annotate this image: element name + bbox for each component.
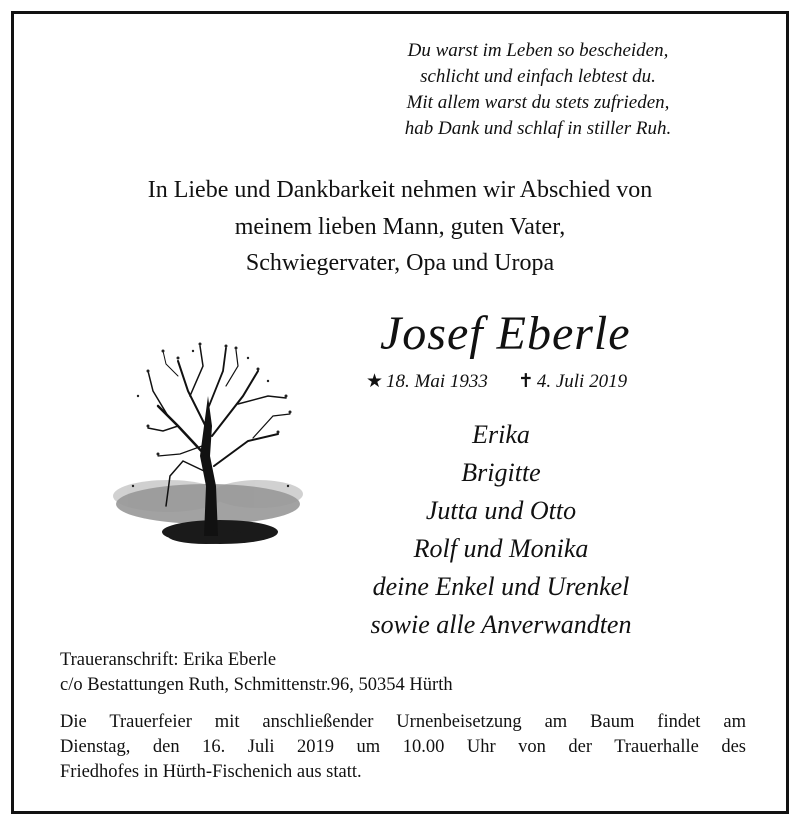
mourner: deine Enkel und Urenkel bbox=[372, 572, 630, 601]
farewell-line: Schwiegervater, Opa und Uropa bbox=[245, 250, 555, 276]
poem-line: schlicht und einfach lebtest du. bbox=[420, 66, 656, 87]
poem bbox=[328, 38, 748, 142]
life-dates bbox=[366, 370, 627, 393]
poem-line: hab Dank und schlaf in stiller Ruh. bbox=[404, 118, 672, 139]
mourner: Rolf und Monika bbox=[413, 534, 589, 563]
farewell-line: meinem lieben Mann, guten Vater, bbox=[234, 213, 566, 240]
death-date: 4. Juli 2019 bbox=[536, 371, 628, 392]
notice-line: Dienstag, den 16. Juli 2019 um 10.00 Uhr von der Trauerhalle des bbox=[60, 737, 746, 757]
deceased-name: Josef Eberle bbox=[380, 307, 631, 360]
star-icon: ★ bbox=[366, 371, 384, 392]
address-line: c/o Bestattungen Ruth, Schmittenstr.96, 50354 Hürth bbox=[60, 675, 453, 695]
mourner: Erika bbox=[472, 420, 530, 449]
mourning-address bbox=[60, 648, 453, 698]
tree-illustration bbox=[108, 336, 308, 558]
cross-icon: ✝ bbox=[517, 371, 534, 392]
farewell-text bbox=[0, 172, 800, 282]
mourners-list bbox=[340, 416, 662, 644]
mourner: sowie alle Anverwandten bbox=[370, 610, 632, 639]
poem-line: Du warst im Leben so bescheiden, bbox=[407, 40, 669, 61]
notice-line: Die Trauerfeier mit anschließender Urnenbeisetzung am Baum findet am bbox=[60, 712, 746, 732]
mourner: Brigitte bbox=[461, 458, 541, 487]
poem-line: Mit allem warst du stets zufrieden, bbox=[406, 92, 670, 113]
funeral-notice bbox=[60, 710, 746, 785]
birth-date: 18. Mai 1933 bbox=[386, 371, 488, 392]
mourner: Jutta und Otto bbox=[425, 496, 577, 525]
address-line: Traueranschrift: Erika Eberle bbox=[60, 650, 277, 670]
notice-line: Friedhofes in Hürth-Fischenich aus statt. bbox=[60, 762, 362, 782]
farewell-line: In Liebe und Dankbarkeit nehmen wir Abschied von bbox=[147, 177, 653, 203]
